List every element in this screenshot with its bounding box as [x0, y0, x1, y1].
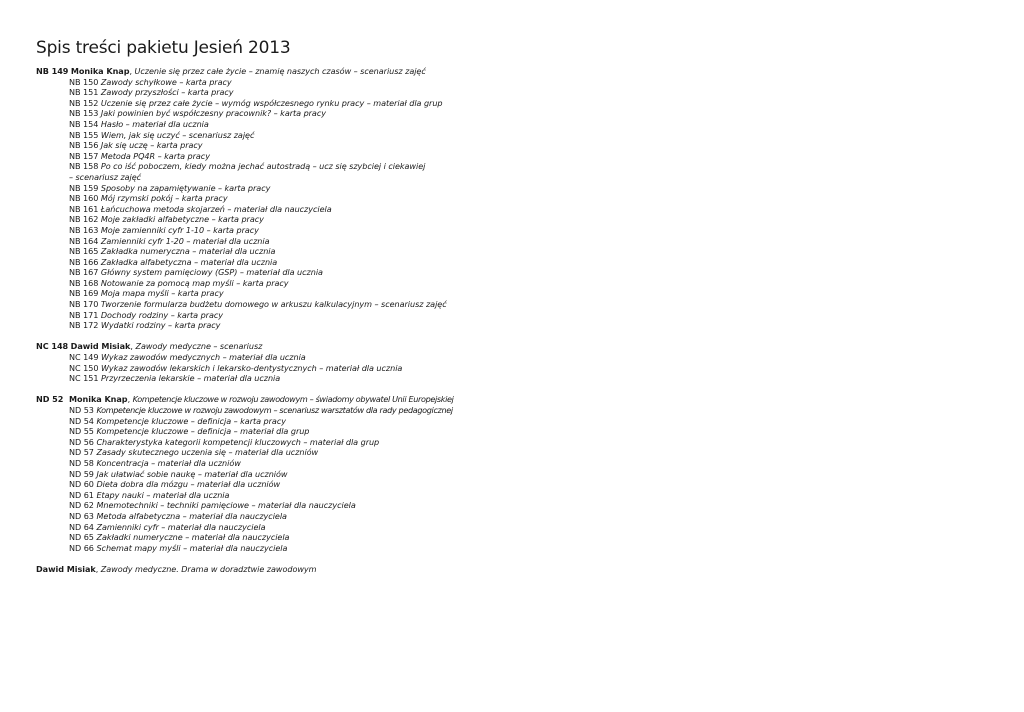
list-item [36, 246, 996, 257]
item-description: Wydatki rodziny – karta pracy [100, 320, 221, 331]
list-item [36, 532, 996, 543]
entry-separator: , [130, 341, 133, 352]
list-item [36, 373, 996, 384]
entry-continuation: – scenariusz zajęć [69, 171, 142, 182]
item-description: Zawody schyłkowe – karta pracy [100, 76, 232, 87]
item-code: ND 61 [69, 489, 94, 500]
list-item [36, 214, 996, 225]
item-description: Zakładki numeryczne – materiał dla nauczyciela [96, 532, 290, 543]
item-code: NC 149 [69, 352, 99, 363]
table-of-contents [36, 66, 996, 585]
list-item [36, 183, 996, 194]
nd-item-list [36, 405, 996, 553]
item-description: Kompetencje kluczowe w rozwoju zawodowym – scenariusz warsztatów dla rady pedagogicznej [96, 405, 453, 415]
item-description: Moja mapa myśli – karta pracy [100, 288, 224, 299]
list-item [36, 405, 996, 416]
item-description: Jak ułatwiać sobie naukę – materiał dla uczniów [96, 468, 288, 479]
item-description: Łańcuchowa metoda skojarzeń – materiał dla nauczyciela [100, 203, 332, 214]
entry-code: NC 148 [36, 341, 69, 352]
list-item [36, 500, 996, 511]
item-code: NB 163 [69, 224, 99, 235]
item-code: NB 162 [69, 214, 99, 225]
list-item [36, 288, 996, 299]
list-item [36, 161, 996, 172]
item-code: NB 161 [69, 203, 99, 214]
item-description: Wykaz zawodów medycznych – materiał dla ucznia [100, 352, 306, 363]
list-item [36, 278, 996, 289]
list-item [36, 77, 996, 88]
item-code: ND 57 [69, 447, 94, 458]
item-description: Metoda PQ4R – karta pracy [100, 150, 210, 161]
item-code: NB 159 [69, 182, 99, 193]
item-code: NB 151 [69, 87, 99, 98]
item-code: ND 65 [69, 532, 94, 543]
list-item [36, 310, 996, 321]
item-description: Mnemotechniki – techniki pamięciowe – materiał dla nauczyciela [96, 500, 356, 511]
item-code: ND 55 [69, 426, 94, 437]
list-item [36, 140, 996, 151]
item-description: Wykaz zawodów lekarskich i lekarsko-dentystycznych – materiał dla ucznia [100, 362, 403, 373]
list-item [36, 363, 996, 374]
entry-code: NB 149 [36, 66, 69, 76]
item-description: Mój rzymski pokój – karta pracy [100, 193, 228, 204]
item-description: Zamienniki cyfr – materiał dla nauczyciela [96, 521, 266, 532]
item-description: Moje zamienniki cyfr 1-10 – karta pracy [100, 224, 259, 235]
item-description: Zawody przyszłości – karta pracy [100, 87, 234, 98]
list-item [36, 490, 996, 501]
item-description: Główny system pamięciowy (GSP) – materiał dla ucznia [100, 267, 323, 278]
item-code: NB 154 [69, 118, 99, 129]
page-title: Spis treści pakietu Jesień 2013 [36, 38, 291, 58]
entry-author: Dawid Misiak [70, 341, 131, 352]
item-description: Charakterystyka kategorii kompetencji kluczowych – materiał dla grup [96, 436, 380, 447]
section-nd [36, 394, 996, 553]
list-item [36, 225, 996, 236]
entry-dawid-misiak-drama [36, 564, 996, 575]
item-description: Tworzenie formularza budżetu domowego w arkuszu kalkulacyjnym – scenariusz zajęć [100, 299, 447, 310]
item-code: ND 54 [69, 415, 94, 426]
entry-description: Uczenie się przez całe życie – znamię naszych czasów – scenariusz zajęć [134, 66, 426, 76]
item-code: NB 158 [69, 161, 99, 172]
list-item [36, 447, 996, 458]
item-code: NB 165 [69, 246, 99, 257]
item-description: Wiem, jak się uczyć – scenariusz zajęć [100, 129, 255, 140]
item-code: NC 150 [69, 362, 99, 373]
list-item [36, 416, 996, 427]
entry-nc-148 [36, 341, 996, 352]
list-item [36, 119, 996, 130]
list-item [36, 151, 996, 162]
section-last [36, 564, 996, 575]
list-item [36, 426, 996, 437]
item-description: Jaki powinien być współczesny pracownik? – karta pracy [100, 108, 326, 119]
entry-separator: , [127, 394, 131, 405]
item-code: NB 164 [69, 235, 99, 246]
entry-nb-149 [36, 66, 996, 77]
item-code: ND 60 [69, 479, 94, 490]
item-code: NB 168 [69, 277, 99, 288]
item-description: Jak się uczę – karta pracy [100, 140, 203, 151]
item-code: NB 160 [69, 193, 99, 204]
item-description: Koncentracja – materiał dla uczniów [96, 457, 241, 468]
list-item [36, 511, 996, 522]
item-code: ND 64 [69, 521, 94, 532]
item-code: NB 150 [69, 76, 99, 87]
nc-item-list [36, 352, 996, 384]
item-code: ND 53 [69, 405, 94, 415]
entry-separator: , [95, 563, 99, 574]
list-item [36, 267, 996, 278]
entry-separator: , [129, 66, 132, 76]
nb-item-list [36, 77, 996, 172]
entry-description: Kompetencje kluczowe w rozwoju zawodowym – świadomy obywatel Unii Europejskiej [132, 394, 454, 405]
item-code: ND 66 [69, 542, 94, 553]
list-item [36, 299, 996, 310]
item-code: ND 63 [69, 510, 94, 521]
item-code: ND 56 [69, 436, 94, 447]
list-item [36, 98, 996, 109]
item-description: Zakładka alfabetyczna – materiał dla ucznia [100, 256, 278, 267]
item-description: Po co iść poboczem, kiedy można jechać autostradą – ucz się szybciej i ciekawiej [100, 161, 426, 172]
list-item [36, 352, 996, 363]
section-nb [36, 66, 996, 331]
nb-item-list-continued [36, 183, 996, 331]
item-code: NB 172 [69, 320, 99, 331]
item-code: NB 157 [69, 150, 99, 161]
item-code: ND 58 [69, 457, 94, 468]
list-item [36, 130, 996, 141]
list-item [36, 437, 996, 448]
list-item [36, 469, 996, 480]
item-description: Moje zakładki alfabetyczne – karta pracy [100, 214, 264, 225]
entry-code: ND 52 [36, 394, 64, 405]
item-description: Sposoby na zapamiętywanie – karta pracy [100, 182, 271, 193]
item-description: Notowanie za pomocą map myśli – karta pracy [100, 277, 289, 288]
item-code: ND 59 [69, 468, 94, 479]
item-code: NB 155 [69, 129, 99, 140]
item-description: Schemat mapy myśli – materiał dla nauczyciela [96, 542, 288, 553]
item-code: NC 151 [69, 373, 99, 384]
item-description: Przyrzeczenia lekarskie – materiał dla ucznia [100, 373, 281, 384]
item-code: NB 167 [69, 267, 99, 278]
list-item [36, 479, 996, 490]
entry-author: Monika Knap [70, 66, 130, 76]
item-description: Zamienniki cyfr 1-20 – materiał dla ucznia [100, 235, 270, 246]
item-code: NB 152 [69, 97, 99, 108]
list-item [36, 320, 996, 331]
item-code: NB 153 [69, 108, 99, 119]
item-code: NB 170 [69, 299, 99, 310]
item-description: Metoda alfabetyczna – materiał dla nauczyciela [96, 510, 287, 521]
entry-description: Zawody medyczne. Drama w doradztwie zawodowym [100, 563, 317, 574]
item-description: Hasło – materiał dla ucznia [100, 118, 209, 129]
list-item [36, 257, 996, 268]
item-description: Kompetencje kluczowe – definicja – materiał dla grup [96, 426, 310, 437]
item-description: Kompetencje kluczowe – definicja – karta pracy [96, 415, 286, 426]
list-item [36, 543, 996, 554]
item-description: Zakładka numeryczna – materiał dla ucznia [100, 246, 276, 257]
list-item [36, 204, 996, 215]
item-description: Dochody rodziny – karta pracy [100, 309, 224, 320]
list-item [36, 522, 996, 533]
entry-author: Dawid Misiak [36, 563, 96, 574]
item-description: Uczenie się przez całe życie – wymóg współczesnego rynku pracy – materiał dla grup [100, 97, 443, 108]
item-code: NB 156 [69, 140, 99, 151]
list-item [36, 87, 996, 98]
list-item [36, 458, 996, 469]
item-code: NB 169 [69, 288, 99, 299]
entry-author: Monika Knap [69, 394, 128, 405]
list-item [36, 193, 996, 204]
section-nc [36, 341, 996, 383]
entry-nd-52 [36, 394, 996, 405]
item-code: ND 62 [69, 500, 94, 511]
entry-description: Zawody medyczne – scenariusz [135, 341, 263, 352]
item-code: NB 171 [69, 309, 99, 320]
item-description: Etapy nauki – materiał dla ucznia [96, 489, 230, 500]
list-item [36, 108, 996, 119]
list-item [36, 236, 996, 247]
item-description: Dieta dobra dla mózgu – materiał dla uczniów [96, 479, 281, 490]
item-description: Zasady skutecznego uczenia się – materiał dla uczniów [96, 447, 319, 458]
item-code: NB 166 [69, 256, 99, 267]
